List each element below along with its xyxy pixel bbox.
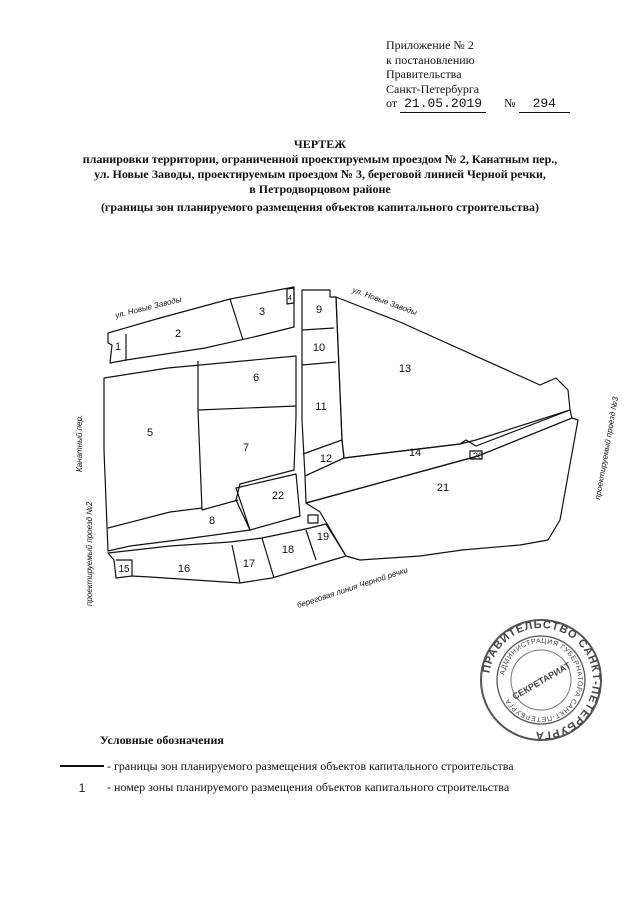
zone-label: 19 bbox=[316, 531, 330, 543]
street-label-kanatny: Канатный пер. bbox=[75, 414, 84, 472]
seal-center-text: СЕКРЕТАРИАТ bbox=[510, 660, 573, 702]
resolution-number: 294 bbox=[519, 97, 570, 113]
zone-label: 1 bbox=[114, 341, 122, 353]
seal-inner-text: АДМИНИСТРАЦИЯ ГУБЕРНАТОРА САНКТ-ПЕТЕРБУРГА bbox=[499, 637, 584, 723]
zone-label: 3 bbox=[258, 306, 266, 318]
zone-label: 20 bbox=[472, 451, 484, 461]
date-prefix: от bbox=[386, 96, 398, 110]
zone-boundary-2-3 bbox=[230, 299, 243, 340]
appendix-line-3: Правительства bbox=[386, 67, 462, 81]
zone-label: 18 bbox=[281, 544, 295, 556]
zone-label: 11 bbox=[315, 401, 327, 413]
title-line-4: (границы зон планируемого размещения объектов капитального строительства) bbox=[100, 200, 540, 214]
zone-label: 7 bbox=[242, 442, 250, 454]
legend-line-symbol bbox=[60, 765, 104, 770]
legend-title: Условные обозначения bbox=[100, 733, 224, 747]
zone-label: 12 bbox=[319, 453, 333, 465]
zone-boundary-7-8 bbox=[202, 500, 238, 510]
zone-boundary-6b bbox=[308, 515, 318, 523]
title-line-3: в Петродворцовом районе bbox=[249, 182, 391, 196]
zone-label: 6 bbox=[252, 372, 260, 384]
legend-row-number bbox=[60, 780, 509, 795]
zone-boundary-middle bbox=[302, 290, 344, 476]
zone-label: 15 bbox=[118, 564, 130, 575]
legend-number-text: - номер зоны планируемого размещения объектов капитального строительства bbox=[107, 780, 510, 794]
zone-label: 9 bbox=[315, 304, 323, 316]
title-line-2: ул. Новые Заводы, проектируемым проездом № 3, береговой линией Черной речки, bbox=[94, 167, 546, 181]
street-label-novye-zavody-left: ул. Новые Заводы bbox=[114, 294, 183, 320]
title-line-1: планировки территории, ограниченной проектируемым проездом № 2, Канатным пер., bbox=[82, 152, 558, 166]
street-label-proezd3: проектируемый проезд №3 bbox=[593, 395, 621, 501]
zone-boundary-13 bbox=[336, 297, 570, 458]
appendix-line-2: к постановлению bbox=[386, 52, 475, 67]
street-label-proezd2: проектируемый проезд №2 bbox=[85, 501, 94, 606]
zone-label: 17 bbox=[242, 558, 256, 570]
official-seal bbox=[480, 619, 602, 741]
number-prefix: № bbox=[504, 96, 516, 110]
appendix-line-4: Санкт-Петербурга bbox=[386, 81, 480, 96]
street-label-novye-zavody-right: ул. Новые Заводы bbox=[351, 285, 419, 318]
zone-label: 16 bbox=[177, 563, 191, 575]
zone-label: 8 bbox=[208, 515, 216, 527]
zone-label: 2 bbox=[174, 328, 182, 340]
title-heading: ЧЕРТЕЖ bbox=[293, 137, 347, 151]
zone-boundary-6-7 bbox=[198, 406, 296, 410]
legend-row-boundary bbox=[60, 759, 514, 774]
zone-label: 14 bbox=[408, 447, 422, 459]
legend-boundary-text: - границы зон планируемого размещения объектов капитального строительства bbox=[107, 759, 514, 773]
zone-boundary-16-17 bbox=[232, 545, 240, 583]
resolution-date: 21.05.2019 bbox=[400, 97, 486, 113]
zone-label: 13 bbox=[398, 363, 412, 375]
zone-label: 5 bbox=[146, 427, 154, 439]
zone-label: 10 bbox=[312, 342, 326, 354]
zone-label: 21 bbox=[436, 482, 450, 494]
legend-number-symbol: 1 bbox=[78, 781, 86, 796]
zone-boundary-10-11 bbox=[302, 362, 336, 365]
zone-boundary-5-7 bbox=[198, 410, 202, 510]
zone-boundary-11-12 bbox=[303, 440, 342, 454]
zone-boundary-18-19 bbox=[306, 530, 316, 560]
zone-boundary-17-18 bbox=[262, 538, 274, 578]
appendix-line-1: Приложение № 2 bbox=[386, 38, 474, 52]
street-label-shoreline: береговая линия Черной речки bbox=[295, 565, 409, 610]
seal-outer-text: ПРАВИТЕЛЬСТВО САНКТ-ПЕТЕРБУРГА bbox=[480, 618, 603, 742]
zone-boundary-9-10 bbox=[302, 328, 334, 330]
zone-label: 4 bbox=[288, 295, 292, 302]
zone-boundary-5-8 bbox=[108, 508, 202, 528]
zone-boundary-1-2-3 bbox=[108, 287, 294, 363]
zone-label: 22 bbox=[271, 490, 285, 502]
